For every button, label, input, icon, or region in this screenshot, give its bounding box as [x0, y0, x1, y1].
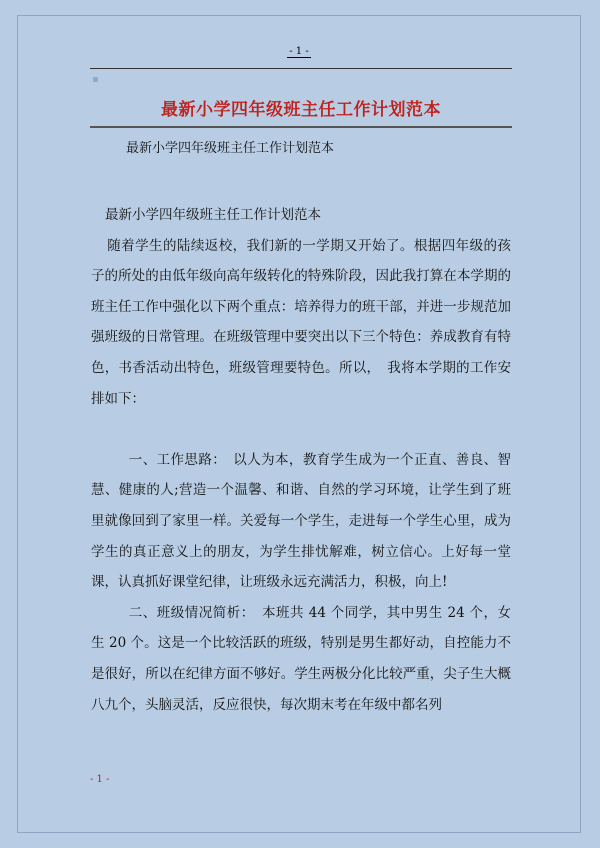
paragraph-gap [91, 414, 511, 445]
document-body [91, 200, 511, 720]
footer-page-number: - 1 - [90, 774, 110, 785]
bullet-mark-icon [93, 77, 98, 82]
document-page [17, 15, 581, 833]
intro-paragraph: 随着学生的陆续返校，我们新的一学期又开始了。根据四年级的孩子的所处的由低年级向高年级转化的特殊阶段，因此我打算在本学期的班主任工作中强化以下两个重点：培养得力的班干部，并进一步规范加强班级的日常管理。在班级管理中要突出以下三个特色：养成教育有特色，书香活动出特色，班级管理要特色。所以， 我将本学期的工作安排如下： [91, 237, 511, 407]
body-heading: 最新小学四年级班主任工作计划范本 [105, 207, 321, 223]
title-divider [90, 126, 512, 128]
document-subtitle: 最新小学四年级班主任工作计划范本 [126, 141, 335, 156]
section-class-analysis: 二、班级情况简析： 本班共 44 个同学，其中男生 24 个，女生 20 个。这是一个比较活跃的班级，特别是男生都好动，自控能力不是很好，所以在纪律方面不够好。学生两极分化比较严重，尖子生大概八九个，头脑灵活，反应很快，每次期末考在年级中都名列 [91, 604, 511, 713]
document-title: 最新小学四年级班主任工作计划范本 [161, 100, 441, 120]
header-page-number: - 1 - [289, 46, 309, 57]
header-rule [90, 68, 512, 69]
section-work-approach: 一、工作思路： 以人为本，教育学生成为一个正直、善良、智慧、健康的人;营造一个温馨、和谐、自然的学习环境，让学生到了班里就像回到了家里一样。关爱每一个学生，走进每一个学生心里，成为学生的真正意义上的朋友，为学生排忧解难，树立信心。上好每一堂课，认真抓好课堂纪律，让班级永远充满活力，积极，向上! [91, 451, 511, 591]
